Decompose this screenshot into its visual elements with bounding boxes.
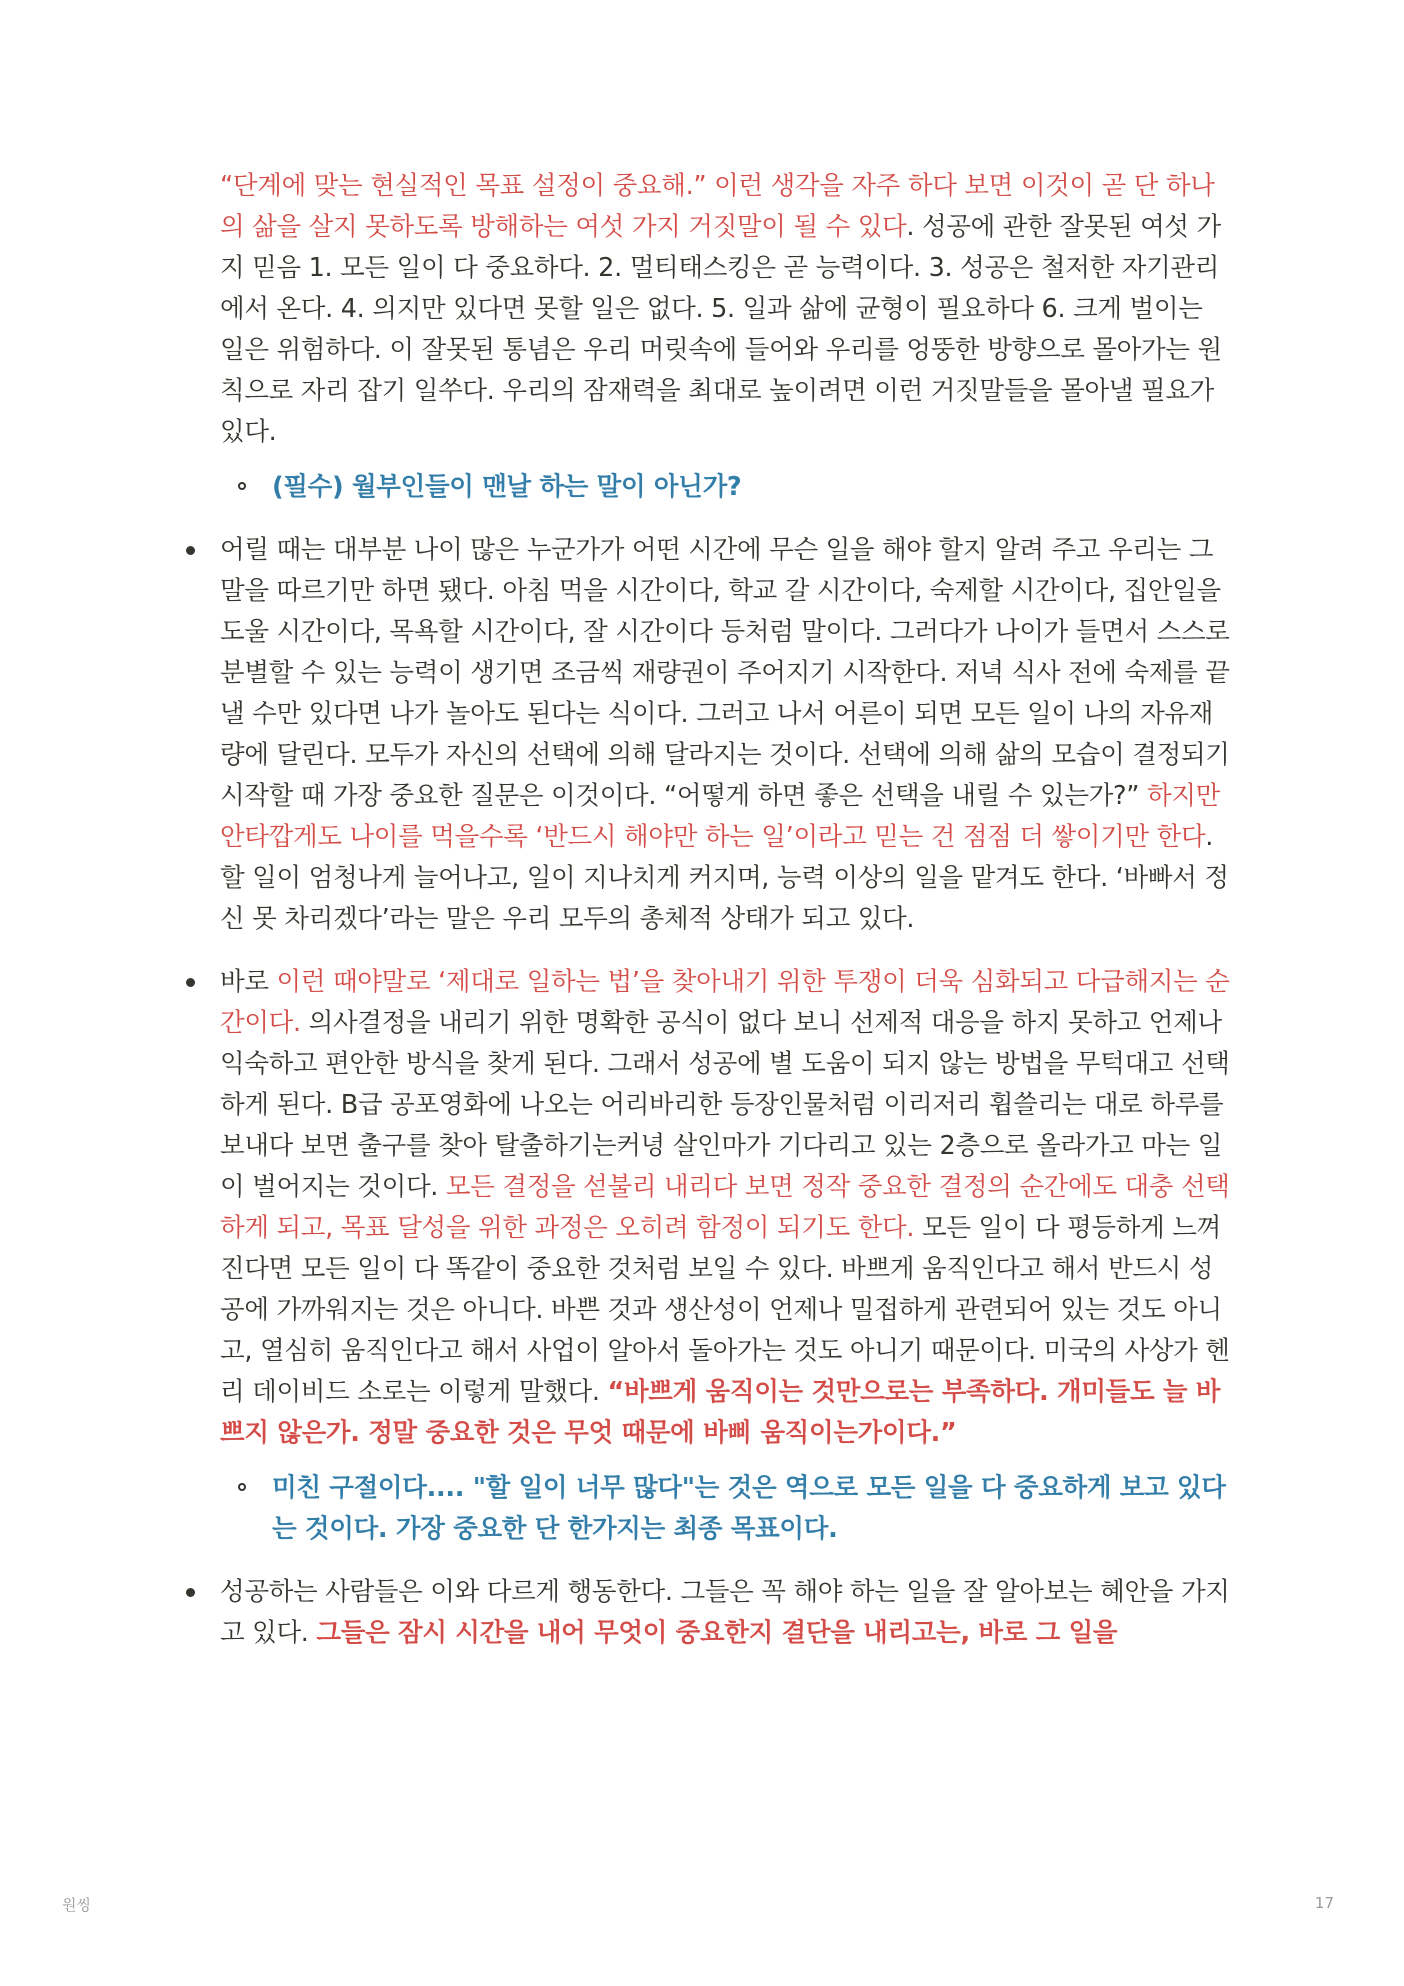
bullet-item xyxy=(220,962,1230,1454)
body-text: 의사결정을 내리기 위한 명확한 공식이 없다 보니 선제적 대응을 하지 못하고 언제나 익숙하고 편안한 방식을 찾게 된다. 그래서 성공에 별 도움이 되지 않는 방법을 무턱대고 선택하게 된다. B급 공포영화에 나오는 어리바리한 등장인물처럼 이리저리 휩쓸리는 대로 하루를 보내다 보면 출구를 찾아 탈출하기는커녕 살인마가 기다리고 있는 2층으로 올라가고 마는 일이 벌어지는 것이다. xyxy=(220,1008,1230,1202)
highlight-text: 이런 때야말로 ‘제대로 일하는 법’을 찾아내기 위한 투쟁이 더욱 심화되고 다급해지는 순간이다. xyxy=(220,967,1230,1038)
page-number: 17 xyxy=(1314,1894,1334,1912)
paragraph-intro xyxy=(220,166,1230,453)
page-content xyxy=(220,166,1230,1654)
body-text: 바로 xyxy=(220,967,277,997)
highlight-text: “단계에 맞는 현실적인 목표 설정이 중요해.” 이런 생각을 자주 하다 보면 이것이 곧 단 하나의 삶을 살지 못하도록 방해하는 여섯 가지 거짓말이 될 수 있다 xyxy=(220,171,1215,242)
bullet-item xyxy=(220,1572,1230,1654)
body-text: 성공하는 사람들은 이와 다르게 행동한다. 그들은 꼭 해야 하는 일을 잘 알아보는 혜안을 가지고 있다. xyxy=(220,1577,1230,1648)
note-item xyxy=(272,1468,1230,1550)
body-text: . 할 일이 엄청나게 늘어나고, 일이 지나치게 커지며, 능력 이상의 일을 맡겨도 한다. ‘바빠서 정신 못 차리겠다’라는 말은 우리 모두의 총체적 상태가 되고 있다. xyxy=(220,822,1229,934)
highlight-text: 하지만 안타깝게도 나이를 먹을수록 ‘반드시 해야만 하는 일’이라고 믿는 건 점점 더 쌓이기만 한다 xyxy=(220,781,1220,852)
body-text: 모든 일이 다 평등하게 느껴진다면 모든 일이 다 똑같이 중요한 것처럼 보일 수 있다. 바쁘게 움직인다고 해서 반드시 성공에 가까워지는 것은 아니다. 바쁜 것과 생산성이 언제나 밀접하게 관련되어 있는 것도 아니고, 열심히 움직인다고 해서 사업이 알아서 돌아가는 것도 아니기 때문이다. 미국의 사상가 헨리 데이비드 소로는 이렇게 말했다. xyxy=(220,1213,1230,1407)
note-text: (필수) 월부인들이 맨날 하는 말이 아닌가? xyxy=(272,472,742,502)
note-item xyxy=(272,467,1230,508)
body-text: . 성공에 관한 잘못된 여섯 가지 믿음 1. 모든 일이 다 중요하다. 2. 멀티태스킹은 곧 능력이다. 3. 성공은 철저한 자기관리에서 온다. 4. 의지만 있다면 못할 일은 없다. 5. 일과 삶에 균형이 필요하다 6. 크게 벌이는 일은 위험하다. 이 잘못된 통념은 우리 머릿속에 들어와 우리를 엉뚱한 방향으로 몰아가는 원칙으로 자리 잡기 일쑤다. 우리의 잠재력을 최대로 높이려면 이런 거짓말들을 몰아낼 필요가 있다. xyxy=(220,212,1222,447)
body-text: 어릴 때는 대부분 나이 많은 누군가가 어떤 시간에 무슨 일을 해야 할지 알려 주고 우리는 그 말을 따르기만 하면 됐다. 아침 먹을 시간이다, 학교 갈 시간이다, 숙제할 시간이다, 집안일을 도울 시간이다, 목욕할 시간이다, 잘 시간이다 등처럼 말이다. 그러다가 나이가 들면서 스스로 분별할 수 있는 능력이 생기면 조금씩 재량권이 주어지기 시작한다. 저녁 식사 전에 숙제를 끝낼 수만 있다면 나가 놀아도 된다는 식이다. 그러고 나서 어른이 되면 모든 일이 나의 자유재량에 달린다. 모두가 자신의 선택에 의해 달라지는 것이다. 선택에 의해 삶의 모습이 결정되기 시작할 때 가장 중요한 질문은 이것이다. “어떻게 하면 좋은 선택을 내릴 수 있는가?” xyxy=(220,535,1230,811)
bullet-item xyxy=(220,530,1230,940)
quote-text: “바쁘게 움직이는 것만으로는 부족하다. 개미들도 늘 바쁘지 않은가. 정말 중요한 것은 무엇 때문에 바삐 움직이는가이다.” xyxy=(220,1377,1221,1448)
highlight-text: 모든 결정을 섣불리 내리다 보면 정작 중요한 결정의 순간에도 대충 선택하게 되고, 목표 달성을 위한 과정은 오히려 함정이 되기도 한다. xyxy=(220,1172,1230,1243)
note-text: 미친 구절이다.... "할 일이 너무 많다"는 것은 역으로 모든 일을 다 중요하게 보고 있다는 것이다. 가장 중요한 단 한가지는 최종 목표이다. xyxy=(272,1473,1226,1544)
footer-book-title: 원씽 xyxy=(62,1896,91,1914)
highlight-text: 그들은 잠시 시간을 내어 무엇이 중요한지 결단을 내리고는, 바로 그 일을 xyxy=(316,1618,1118,1648)
